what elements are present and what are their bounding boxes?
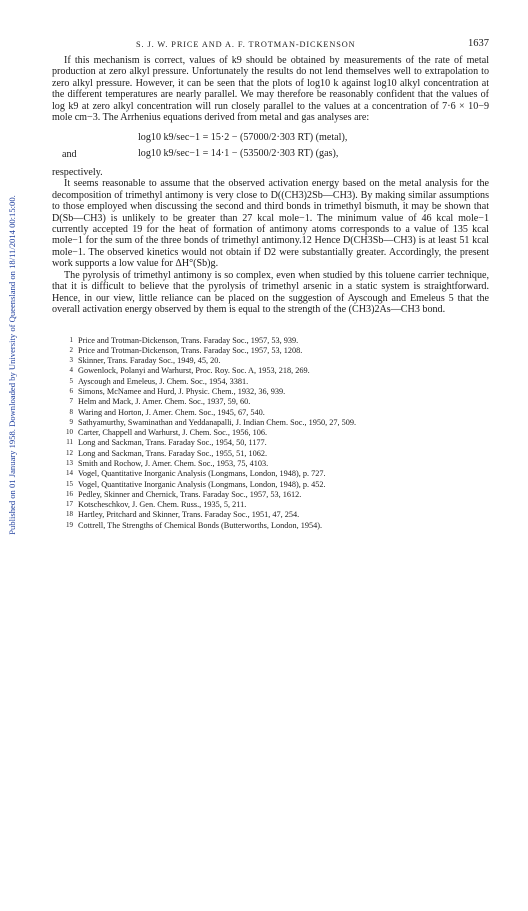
reference-text: Cottrell, The Strengths of Chemical Bonds (Butterworths, London, 1954). bbox=[78, 520, 323, 530]
reference-item bbox=[52, 356, 489, 366]
reference-number: 15 bbox=[66, 479, 73, 488]
reference-item bbox=[52, 438, 489, 448]
reference-item bbox=[52, 408, 489, 418]
reference-number: 1 bbox=[69, 335, 73, 344]
reference-number: 5 bbox=[69, 376, 73, 385]
references-list bbox=[52, 336, 489, 531]
journal-page bbox=[52, 38, 489, 531]
reference-number: 4 bbox=[69, 366, 73, 375]
reference-item bbox=[52, 449, 489, 459]
reference-item bbox=[52, 366, 489, 376]
reference-number: 11 bbox=[66, 438, 73, 447]
paragraph-mechanism: If this mechanism is correct, values of k9 should be obtained by measurements of the rate of metal production at zero alkyl pressure. Unfortunately the results do not lend themselves well to extrapolation to zero alkyl pressure. However, it can be seen that the plots of log10 k against log10 alkyl concentration at the different temperatures are nearly parallel. We may therefore be reasonably confident that the values of log k9 at zero alkyl concentration will run closely parallel to the values at a concentration of 7·6 × 10−9 mole cm−3. The Arrhenius equations derived from metal and gas analyses are: bbox=[52, 55, 489, 124]
reference-item bbox=[52, 336, 489, 346]
running-head-authors: S. J. W. PRICE AND A. F. TROTMAN-DICKENSON bbox=[136, 40, 356, 49]
reference-number: 19 bbox=[66, 520, 73, 529]
reference-text: Skinner, Trans. Faraday Soc., 1949, 45, 20. bbox=[78, 356, 221, 366]
download-notice bbox=[6, 140, 18, 590]
reference-number: 18 bbox=[66, 510, 73, 519]
paragraph-respectively: respectively. bbox=[52, 166, 103, 178]
reference-text: Hartley, Pritchard and Skinner, Trans. Faraday Soc., 1951, 47, 254. bbox=[78, 510, 300, 520]
reference-text: Gowenlock, Polanyi and Warhurst, Proc. Roy. Soc. A, 1953, 218, 269. bbox=[78, 366, 310, 376]
reference-item bbox=[52, 469, 489, 479]
reference-text: Kotscheschkov, J. Gen. Chem. Russ., 1935, 5, 211. bbox=[78, 500, 247, 510]
download-notice-text: Published on 01 January 1958. Downloaded by University of Queensland on 18/11/2014 00:15:00. bbox=[7, 195, 17, 535]
reference-item bbox=[52, 500, 489, 510]
reference-number: 12 bbox=[66, 448, 73, 457]
reference-item bbox=[52, 387, 489, 397]
paragraph-activation-energy: It seems reasonable to assume that the observed activation energy based on the metal analysis for the decomposition of trimethyl antimony is very close to D((CH3)2Sb—CH3). By making similar assumptions to those employed when discussing the second and third bonds in trimethyl bismuth, it may be shown that D(Sb—CH3) is unlikely to be greater than 27 kcal mole−1. The minimum value of 46 kcal mole−1 currently accepted 19 for the heat of formation of antimony atoms corresponds to a value of 135 kcal mole−1 for the sum of the three bonds of trimethyl antimony.12 Hence D(CH3Sb—CH3) is at least 51 kcal mole−1. The observed kinetics would not obtain if D2 were substantially greater. Accordingly, the present work supports a low value for ΔH°(Sb)g. bbox=[52, 178, 489, 270]
reference-text: Ayscough and Emeleus, J. Chem. Soc., 1954, 3381. bbox=[78, 376, 249, 386]
reference-number: 9 bbox=[69, 417, 73, 426]
reference-text: Simons, McNamee and Hurd, J. Physic. Chem., 1932, 36, 939. bbox=[78, 387, 286, 397]
reference-text: Vogel, Quantitative Inorganic Analysis (Longmans, London, 1948), p. 452. bbox=[78, 479, 326, 489]
reference-number: 2 bbox=[69, 345, 73, 354]
reference-text: Pedley, Skinner and Chernick, Trans. Faraday Soc., 1957, 53, 1612. bbox=[78, 489, 302, 499]
reference-text: Helm and Mack, J. Amer. Chem. Soc., 1937, 59, 60. bbox=[78, 397, 251, 407]
paragraph-pyrolysis: The pyrolysis of trimethyl antimony is so complex, even when studied by this toluene carrier technique, that it is difficult to believe that the pyrolysis of trimethyl arsenic in a static system is straightforward. Hence, in our view, little reliance can be placed on the suggestion of Ayscough and Emeleus 5 that the overall activation energy observed by them is equal to the strength of the (CH3)2As—CH3 bond. bbox=[52, 269, 489, 316]
reference-text: Long and Sackman, Trans. Faraday Soc., 1955, 51, 1062. bbox=[78, 448, 268, 458]
equation-formula: log10 k9/sec−1 = 15·2 − (57000/2·303 RT) (metal), bbox=[138, 131, 348, 143]
page-number: 1637 bbox=[468, 38, 489, 49]
reference-number: 16 bbox=[66, 489, 73, 498]
reference-text: Waring and Horton, J. Amer. Chem. Soc., 1945, 67, 540. bbox=[78, 407, 265, 417]
reference-item bbox=[52, 428, 489, 438]
reference-text: Carter, Chappell and Warhurst, J. Chem. Soc., 1956, 106. bbox=[78, 428, 268, 438]
reference-number: 14 bbox=[66, 469, 73, 478]
reference-item bbox=[52, 397, 489, 407]
reference-text: Price and Trotman-Dickenson, Trans. Faraday Soc., 1957, 53, 939. bbox=[78, 335, 299, 345]
reference-text: Price and Trotman-Dickenson, Trans. Faraday Soc., 1957, 53, 1208. bbox=[78, 345, 303, 355]
reference-number: 13 bbox=[66, 458, 73, 467]
reference-number: 7 bbox=[69, 397, 73, 406]
equation-lead: and bbox=[62, 148, 77, 160]
equation-metal bbox=[52, 130, 489, 146]
reference-item bbox=[52, 510, 489, 520]
reference-number: 10 bbox=[66, 428, 73, 437]
reference-item bbox=[52, 480, 489, 490]
reference-item bbox=[52, 346, 489, 356]
reference-text: Smith and Rochow, J. Amer. Chem. Soc., 1953, 75, 4103. bbox=[78, 458, 269, 468]
reference-number: 3 bbox=[69, 356, 73, 365]
reference-number: 17 bbox=[66, 500, 73, 509]
reference-item bbox=[52, 418, 489, 428]
reference-item bbox=[52, 521, 489, 531]
reference-item bbox=[52, 377, 489, 387]
reference-text: Long and Sackman, Trans. Faraday Soc., 1954, 50, 1177. bbox=[78, 438, 267, 448]
running-head bbox=[52, 38, 489, 52]
equation-gas bbox=[52, 146, 489, 162]
reference-number: 6 bbox=[69, 387, 73, 396]
equation-formula: log10 k9/sec−1 = 14·1 − (53500/2·303 RT) (gas), bbox=[138, 147, 339, 159]
reference-text: Vogel, Quantitative Inorganic Analysis (Longmans, London, 1948), p. 727. bbox=[78, 469, 326, 479]
article-body bbox=[52, 55, 489, 316]
reference-text: Sathyamurthy, Swaminathan and Yeddanapalli, J. Indian Chem. Soc., 1950, 27, 509. bbox=[78, 417, 357, 427]
reference-item bbox=[52, 459, 489, 469]
reference-number: 8 bbox=[69, 407, 73, 416]
reference-item bbox=[52, 490, 489, 500]
